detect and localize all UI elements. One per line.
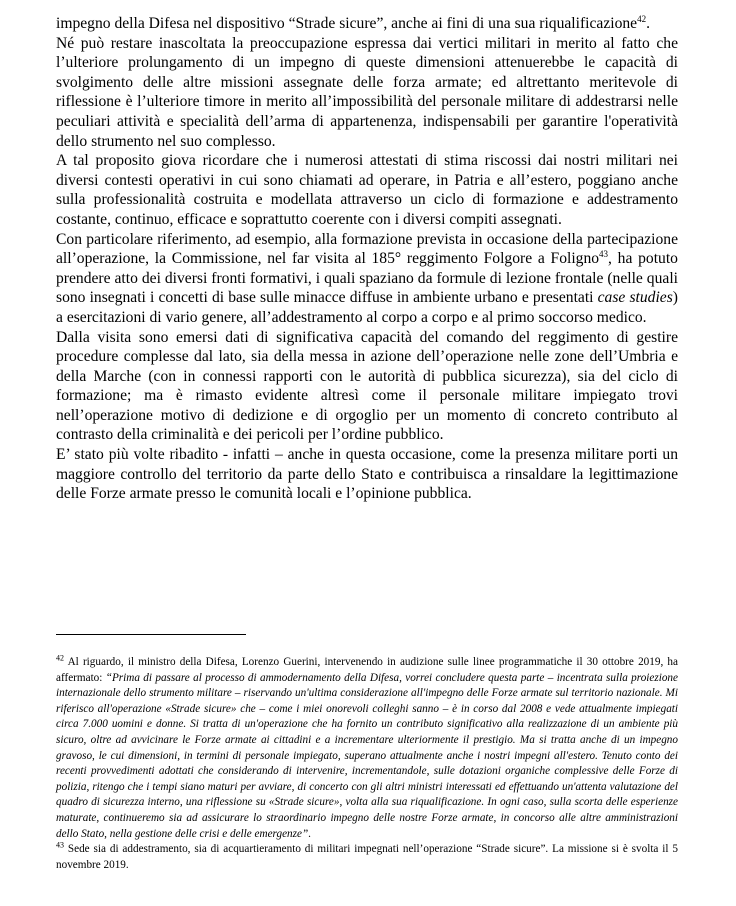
footnote-43 <box>56 842 678 873</box>
paragraph-1-end: . <box>646 15 651 32</box>
footnote-43-text: Sede sia di addestramento, sia di acquartieramento di militari impegnati nell’operazione “Strade sicure”. La missione si è svolta il 5 novembre 2019. <box>56 843 678 871</box>
paragraph-4-text-a: Con particolare riferimento, ad esempio, alla formazione prevista in occasione della partecipazione all’operazione, la Commissione, nel far visita al 185° reggimento Folgore a Foligno <box>56 230 678 268</box>
paragraph-4-italic: case studies <box>597 289 673 307</box>
footnote-42-number: 42 <box>56 653 64 663</box>
paragraph-1 <box>56 14 678 34</box>
main-text <box>56 14 678 504</box>
footnote-separator <box>56 634 246 635</box>
footnote-42-end: . <box>308 827 311 840</box>
paragraph-5: Dalla visita sono emersi dati di significativa capacità del comando del reggimento di gestire procedure complesse dal lato, sia della messa in azione dell’operazione nelle zone dell’Umbria e della Marche (con in connessi rapporti con le autorità di pubblica sicurezza), sia del ciclo di formazione; ma è rimasto evidente altresì come il personale militare impiegato trovi nell’operazione motivo di dedizione e di orgoglio per un momento di concreto contributo al contrasto della criminalità e dei pericoli per l’ordine pubblico. <box>56 328 678 444</box>
footnote-42 <box>56 655 678 842</box>
footnote-43-number: 43 <box>56 840 64 850</box>
footnote-ref-43[interactable]: 43 <box>599 248 609 259</box>
footnote-42-quote: “Prima di passare al processo di ammodernamento della Difesa, vorrei concludere questa parte – incentrata sulla proiezione internazionale dello strumento militare – riservando un'ultima considerazione all'impegno delle Forze armate sul territorio nazionale. Mi riferisco all'operazione «Strade sicure» che – come i miei onorevoli colleghi sanno – è in corso dal 2008 e vede attualmente impiegati circa 7.000 uomini e donne. Si tratta di un'operazione che ha fornito un contributo significativo alla realizzazione di un ambiente più sicuro, oltre ad avvicinare le Forze armate ai cittadini e a incrementare ulteriormente il prestigio. Ma si tratta anche di un impegno gravoso, le cui dimensioni, in termini di personale impiegato, superano attualmente anche i nostri impegni all'estero. Tenuto conto dei recenti provvedimenti adottati che considerando di intervenire, incrementandole, sulle dotazioni organiche complessive delle Forze di polizia, ritengo che i tempi siano maturi per avviare, di concerto con gli altri ministri interessati ed effettuando un'attenta valutazione del quadro di sicurezza interno, una riflessione su «Strade sicure», volta alla sua riqualificazione. In ogni caso, sulla scorta delle esperienze maturate, continueremo sia ad assicurare lo straordinario impegno delle nostre Forze armate, in concorso alle altre amministrazioni dello Stato, nella gestione delle crisi e delle emergenze” <box>56 671 678 840</box>
paragraph-2: Né può restare inascoltata la preoccupazione espressa dai vertici militari in merito al fatto che l’ulteriore prolungamento di un impegno di queste dimensioni attenuerebbe le capacità di svolgimento delle altre missioni assegnate delle forza armate; ed altrettanto meritevole di riflessione è l’ulteriore timore in merito all’impossibilità del personale militare di addestrarsi nelle peculiari attività e specialità dell’arma di appartenenza, indispensabili per garantire l'operatività dello strumento nel suo complesso. <box>56 34 678 150</box>
paragraph-4-text-b: , ha potuto prendere atto dei diversi fronti formativi, i quali spaziano da formule di lezione frontale (nelle quali sono insegnati i concetti di base sulle minacce diffuse in ambiente urbano e presentati <box>56 250 678 307</box>
paragraph-6: E’ stato più volte ribadito - infatti – anche in questa occasione, come la presenza militare porti un maggiore controllo del territorio da parte dello Stato e contribuisca a rinsaldare la legittimazione delle Forze armate presso le comunità locali e l’opinione pubblica. <box>56 446 678 503</box>
footnote-ref-42[interactable]: 42 <box>637 13 647 24</box>
footnotes <box>56 655 678 873</box>
paragraph-1-text: impegno della Difesa nel dispositivo “Strade sicure”, anche ai fini di una sua riqualificazione <box>56 15 638 32</box>
paragraph-3: A tal proposito giova ricordare che i numerosi attestati di stima riscossi dai nostri militari nei diversi contesti operativi in cui sono chiamati ad operare, in Patria e all’estero, poggiano anche sulla professionalità costruita e modellata attraverso un ciclo di formazione e addestramento costante, continuo, efficace e soprattutto coerente con i diversi compiti assegnati. <box>56 152 678 228</box>
paragraph-4-text-c: ) a esercitazioni di vario genere, all’addestramento al corpo a corpo e al primo soccorso medico. <box>56 289 678 326</box>
paragraph-4 <box>56 230 678 328</box>
footnote-42-intro: Al riguardo, il ministro della Difesa, Lorenzo Guerini, intervenendo in audizione sulle linee programmatiche il 30 ottobre 2019, ha affermato: <box>56 656 678 684</box>
